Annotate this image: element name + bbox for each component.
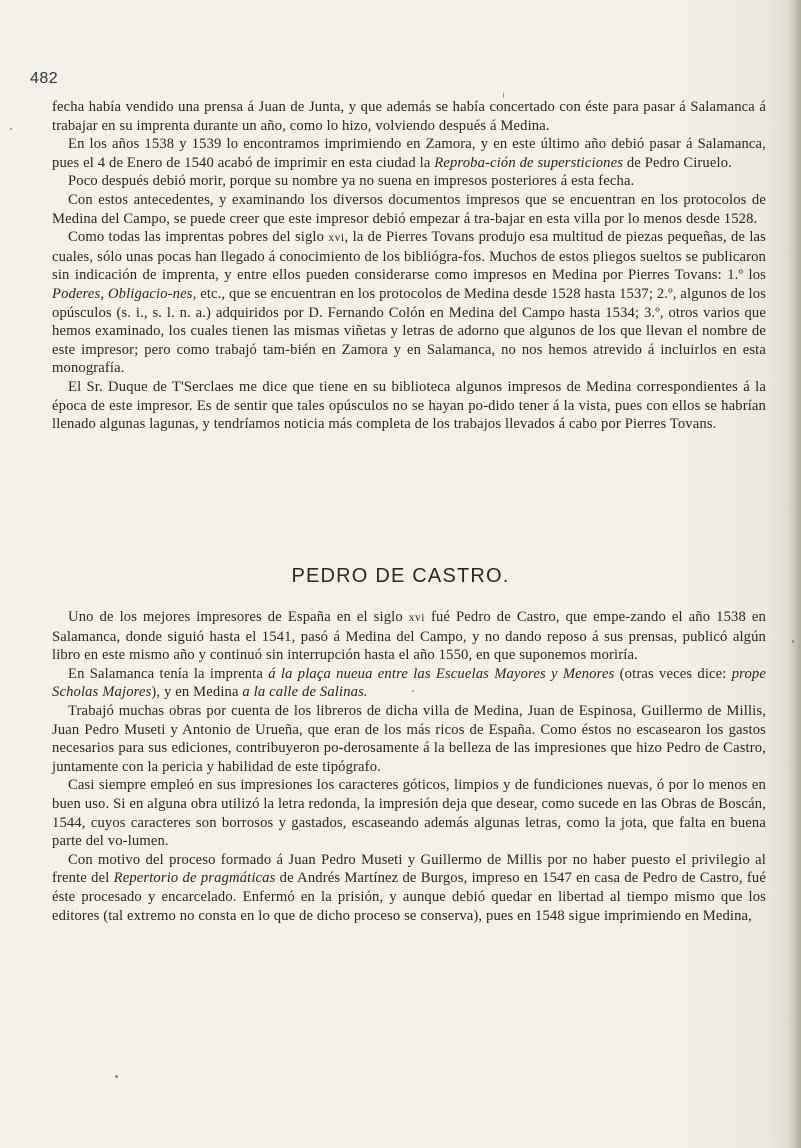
paragraph-text: de Pedro Ciruelo. xyxy=(623,154,732,171)
address-italic: prope Scholas Majores xyxy=(52,665,766,701)
paragraph-text: ), y en Medina xyxy=(151,684,243,701)
paragraph xyxy=(52,172,766,191)
address-italic: a la calle de Salinas. xyxy=(242,684,368,701)
text-block-top xyxy=(52,98,766,434)
paragraph xyxy=(52,228,766,378)
paragraph-text: Poco después debió morir, porque su nombre ya no suena en impresos posteriores á esta fecha. xyxy=(68,173,635,190)
paragraph-text: (otras veces dice: xyxy=(614,665,732,682)
address-italic: á la plaça nueua entre las Escuelas Mayores y Menores xyxy=(268,665,615,682)
section-heading: PEDRO DE CASTRO. xyxy=(291,565,510,587)
paragraph-text: Casi siempre empleó en sus impresiones los caracteres góticos, limpios y de fundiciones nuevas, ó por lo menos en buen uso. Si en alguna obra utilizó la letra redonda, la impresión deja que desear, como sucede en las Obras de Boscán, 1544, cuyos caracteres son borrosos y gastados, escaseando además algunas letras, como la jota, que falta en buena parte del vo-lumen. xyxy=(52,777,766,850)
paragraph xyxy=(52,776,766,850)
paragraph-text: Con estos antecedentes, y examinando los diversos documentos impresos que se encuentran en los protocolos de Medina del Campo, se puede creer que este impresor debió empezar á tra-bajar en esta villa por lo menos desde 1528. xyxy=(52,191,766,227)
paragraph-text: fué Pedro de Castro, que empe-zando el año 1538 en Salamanca, donde siguió hasta el 1541, pasó á Medina del Campo, y no dando reposo á sus prensas, publicó algún libro en este mismo año y continuó sin interrupción hasta el año 1550, en que suponemos moriría. xyxy=(52,609,766,664)
document-type-italic: Obligacio-nes xyxy=(107,285,193,302)
paragraph-text: de Andrés Martínez de Burgos, impreso en 1547 en casa de Pedro de Castro, fué éste procesado y encarcelado. Enfermó en la prisión, y aunque debió quedar en libertad al tiempo mismo que los editores (tal extremo no consta en lo que de dicho proceso se conserva), pues en 1548 sigue imprimiendo en Medina, xyxy=(52,870,766,924)
paragraph xyxy=(52,851,766,925)
century-numeral: xvi xyxy=(328,232,345,245)
book-title-italic: Repertorio de pragmáticas xyxy=(113,870,276,887)
paragraph xyxy=(52,702,766,776)
page-number: 482 xyxy=(30,70,59,87)
paragraph xyxy=(52,135,766,172)
paragraph-text: Como todas las imprentas pobres del siglo xyxy=(68,229,329,246)
paragraph-text: En los años 1538 y 1539 lo encontramos imprimiendo en Zamora, y en este último año debió pasar á Salamanca, pues el 4 de Enero de 1540 acabó de imprimir en esta ciudad la xyxy=(52,136,766,171)
paragraph xyxy=(52,608,766,665)
paragraph xyxy=(52,665,766,702)
paragraph-text: El Sr. Duque de T'Serclaes me dice que tiene en su biblioteca algunos impresos de Medina correspondientes á la época de este impresor. Es de sentir que tales opúsculos no se hayan po-dido tener á la vista, pues con ellos se habrían llenado algunas lagunas, y tendríamos noticia más completa de los trabajos llevados á cabo por Pierres Tovans. xyxy=(52,378,766,433)
paragraph-text: Con motivo del proceso formado á Juan Pedro Museti y Guillermo de Millis por no haber puesto el privilegio al frente del xyxy=(52,851,766,887)
century-numeral: xvi xyxy=(408,612,425,624)
text-block-bottom xyxy=(52,608,766,925)
paragraph-text: , etc., que se encuentran en los protocolos de Medina desde 1528 hasta 1537; 2.º, algunos de los opúsculos (s. i., s. l. n. a.) adquiridos por D. Fernando Colón en Medina del Campo hasta 1534; 3.º, otros varios que hemos examinado, los cuales tienen las mismas viñetas y letras de adorno que algunos de los que llevan el nombre de este impresor; pero como trabajó tam-bién en Zamora y en Salamanca, no nos hemos atrevido á incluirlos en esta monografía. xyxy=(52,285,766,377)
paragraph xyxy=(52,191,766,228)
paragraph-text: , xyxy=(100,285,108,302)
paragraph-text: , la de Pierres Tovans produjo esa multitud de piezas pequeñas, de las cuales, sólo unas pocas han llegado á conocimiento de los bibliógra-fos. Muchos de estos pliegos sueltos se publicaron sin indicación de imprenta, y entre ellos pueden considerarse como impresos en Medina por Pierres Tovans: 1.º los xyxy=(52,229,766,284)
document-type-italic: Poderes xyxy=(52,285,101,302)
paragraph-text: fecha había vendido una prensa á Juan de Junta, y que además se había concertado con éste para pasar á Salamanca á trabajar en su imprenta durante un año, como lo hizo, volviendo después á Medina. xyxy=(52,99,766,134)
paragraph xyxy=(52,98,766,135)
paragraph-text: Uno de los mejores impresores de España en el siglo xyxy=(68,609,409,625)
book-title-italic: Reproba-ción de supersticiones xyxy=(434,154,624,171)
paragraph-text: Trabajó muchas obras por cuenta de los libreros de dicha villa de Medina, Juan de Espinosa, Guillermo de Millis, Juan Pedro Museti y Antonio de Urueña, que eran de los más ricos de España. Como éstos no escasearon los gastos necesarios para sus ediciones, contribuyeron po-derosamente á la belleza de las impresiones que hizo Pedro de Castro, juntamente con la pericia y habilidad de este tipógrafo. xyxy=(52,702,766,775)
paragraph-text: En Salamanca tenía la imprenta xyxy=(68,665,269,682)
paragraph xyxy=(52,378,766,434)
